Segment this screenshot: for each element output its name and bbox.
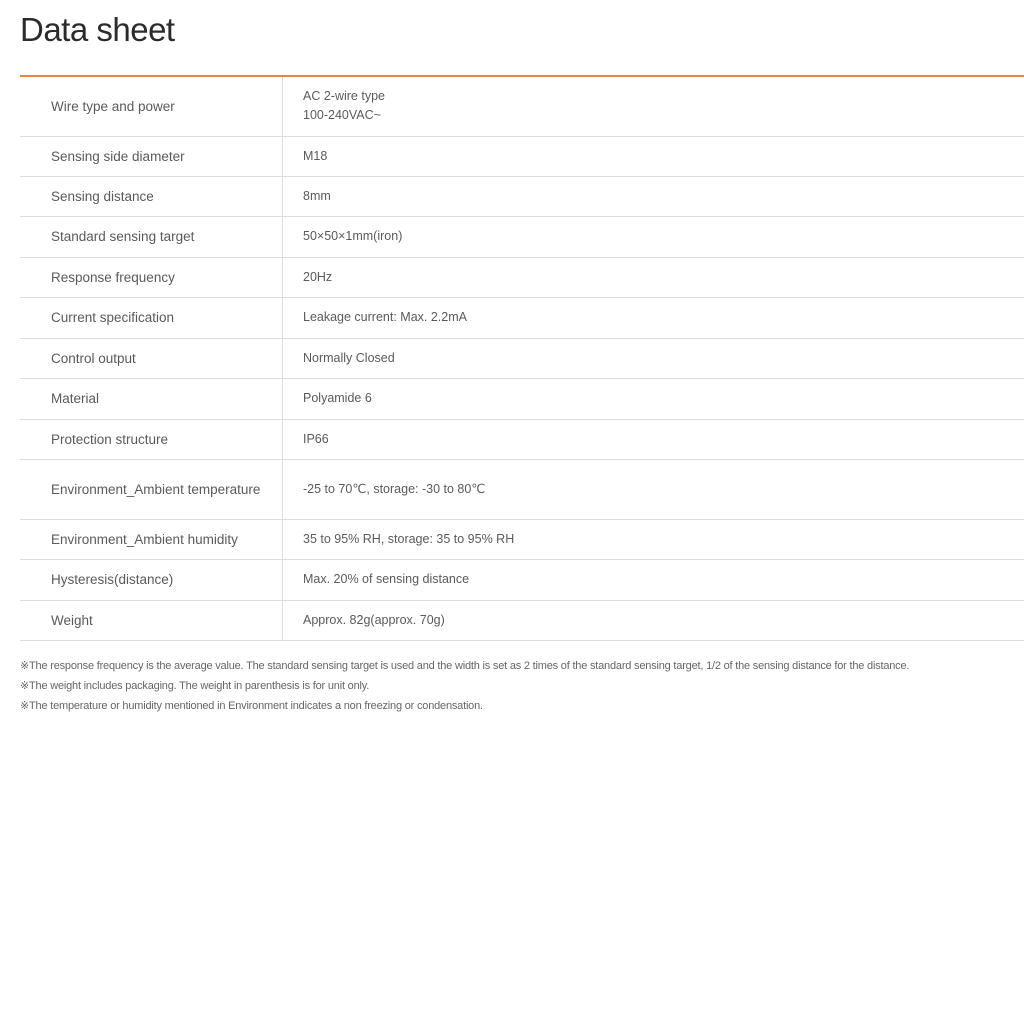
table-row: [20, 378, 1024, 419]
table-row: [20, 297, 1024, 338]
spec-label: Material: [20, 378, 283, 419]
spec-label: Environment_Ambient humidity: [20, 519, 283, 559]
spec-label: Weight: [20, 600, 283, 640]
spec-label: Response frequency: [20, 257, 283, 297]
spec-value-line: -25 to 70℃, storage: -30 to 80℃: [303, 481, 486, 496]
table-row: [20, 559, 1024, 600]
spec-label: Sensing distance: [20, 176, 283, 216]
table-row: [20, 216, 1024, 257]
table-row: [20, 176, 1024, 216]
page-title: Data sheet: [20, 11, 175, 48]
spec-value-line: 100-240VAC~: [303, 108, 381, 123]
spec-label: Control output: [20, 338, 283, 378]
spec-label: Environment_Ambient temperature: [20, 459, 283, 519]
spec-label: Standard sensing target: [20, 216, 283, 257]
footnote-line: ※The weight includes packaging. The weight in parenthesis is for unit only.: [20, 680, 370, 692]
table-row: [20, 338, 1024, 378]
footnote-line: ※The temperature or humidity mentioned in Environment indicates a non freezing or condensation.: [20, 700, 483, 712]
spec-value: [283, 216, 1024, 257]
spec-value: [283, 419, 1024, 459]
spec-value: [283, 559, 1024, 600]
spec-label: Wire type and power: [20, 76, 283, 136]
spec-value-line: 50×50×1mm(iron): [303, 229, 403, 243]
table-row: [20, 76, 1024, 136]
spec-value: [283, 176, 1024, 216]
spec-value: [283, 338, 1024, 378]
spec-label: Sensing side diameter: [20, 136, 283, 176]
spec-value-line: Normally Closed: [303, 350, 395, 365]
spec-value: [283, 600, 1024, 640]
spec-value: [283, 459, 1024, 519]
footnotes: [20, 656, 1020, 716]
spec-value-line: AC 2-wire type: [303, 89, 385, 104]
spec-value: [283, 378, 1024, 419]
spec-value-line: 8mm: [303, 188, 331, 203]
spec-value: [283, 297, 1024, 338]
spec-value: [283, 257, 1024, 297]
spec-value: [283, 76, 1024, 136]
spec-value-line: Approx. 82g(approx. 70g): [303, 612, 445, 627]
spec-value-line: M18: [303, 148, 328, 163]
spec-table: [20, 75, 1024, 641]
table-row: [20, 459, 1024, 519]
spec-value-line: Max. 20% of sensing distance: [303, 572, 470, 586]
spec-label: Hysteresis(distance): [20, 559, 283, 600]
footnote-line: ※The response frequency is the average value. The standard sensing target is used and the width is set as 2 times of the standard sensing target, 1/2 of the sensing distance for the distance.: [20, 660, 910, 672]
spec-value-line: 20Hz: [303, 269, 333, 284]
table-row: [20, 519, 1024, 559]
table-row: [20, 419, 1024, 459]
table-row: [20, 136, 1024, 176]
spec-label: Protection structure: [20, 419, 283, 459]
spec-value-line: Leakage current: Max. 2.2mA: [303, 310, 467, 324]
spec-value: [283, 136, 1024, 176]
table-row: [20, 600, 1024, 640]
spec-value: [283, 519, 1024, 559]
spec-label: Current specification: [20, 297, 283, 338]
spec-table-body: [20, 76, 1024, 640]
table-row: [20, 257, 1024, 297]
spec-value-line: Polyamide 6: [303, 391, 372, 405]
spec-value-line: 35 to 95% RH, storage: 35 to 95% RH: [303, 531, 515, 546]
spec-value-line: IP66: [303, 431, 329, 446]
